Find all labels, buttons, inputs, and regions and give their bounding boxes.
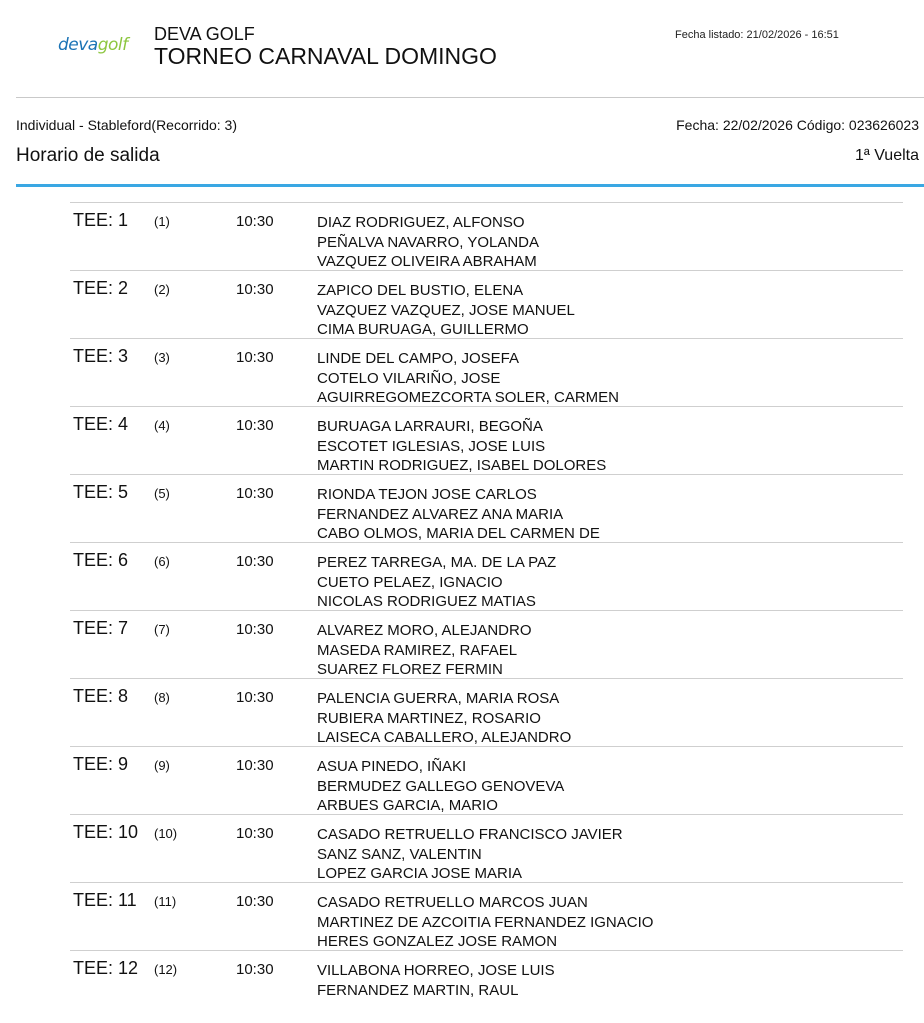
player-name: ZAPICO DEL BUSTIO, ELENA xyxy=(317,282,524,299)
tee-label: TEE: 7 xyxy=(73,618,129,638)
tee-label: TEE: 9 xyxy=(73,754,129,774)
tee-group-row xyxy=(70,611,903,679)
tee-order-number: (5) xyxy=(154,486,170,501)
section-title: Horario de salida xyxy=(16,145,160,166)
competition-format: Individual - Stableford(Recorrido: 3) xyxy=(16,117,237,133)
tee-group-row xyxy=(70,747,903,815)
tee-label: TEE: 11 xyxy=(73,890,137,910)
player-list xyxy=(317,961,555,1000)
player-list xyxy=(317,825,623,884)
player-name: RIONDA TEJON JOSE CARLOS xyxy=(317,486,537,503)
player-name: SANZ SANZ, VALENTIN xyxy=(317,845,482,863)
tee-order-number: (4) xyxy=(154,418,170,433)
player-name: PALENCIA GUERRA, MARIA ROSA xyxy=(317,690,560,707)
player-name: CABO OLMOS, MARIA DEL CARMEN DE xyxy=(317,525,600,542)
tee-order-number: (9) xyxy=(154,758,170,773)
player-name: VAZQUEZ OLIVEIRA ABRAHAM xyxy=(317,253,537,270)
player-name: PEÑALVA NAVARRO, YOLANDA xyxy=(317,233,540,251)
player-name: AGUIRREGOMEZCORTA SOLER, CARMEN xyxy=(317,389,619,406)
player-name: VAZQUEZ VAZQUEZ, JOSE MANUEL xyxy=(317,301,575,319)
tee-group-row xyxy=(70,271,903,339)
tee-label: TEE: 5 xyxy=(73,482,129,502)
player-name: ASUA PINEDO, IÑAKI xyxy=(317,758,467,775)
player-list xyxy=(317,349,619,408)
player-name: FERNANDEZ MARTIN, RAUL xyxy=(317,981,519,999)
report-header xyxy=(0,0,924,98)
player-name: LOPEZ GARCIA JOSE MARIA xyxy=(317,865,523,882)
player-name: COTELO VILARIÑO, JOSE xyxy=(317,369,501,387)
tee-time: 10:30 xyxy=(236,417,274,434)
tee-time: 10:30 xyxy=(236,485,274,502)
tee-label: TEE: 6 xyxy=(73,550,129,570)
player-list xyxy=(317,893,653,952)
tee-time: 10:30 xyxy=(236,893,274,910)
tee-order-number: (10) xyxy=(154,826,178,841)
tee-time: 10:30 xyxy=(236,349,274,366)
player-name: HERES GONZALEZ JOSE RAMON xyxy=(317,933,558,950)
header-divider xyxy=(16,97,924,98)
tournament-title: TORNEO CARNAVAL DOMINGO xyxy=(154,43,497,69)
tee-group-row xyxy=(70,679,903,747)
player-name: CIMA BURUAGA, GUILLERMO xyxy=(317,321,529,338)
tee-group-row xyxy=(70,815,903,883)
tee-order-number: (2) xyxy=(154,282,170,297)
tee-group-row xyxy=(70,883,903,951)
listing-date: Fecha listado: 21/02/2026 - 16:51 xyxy=(675,29,839,41)
tee-group-row xyxy=(70,407,903,475)
player-name: SUAREZ FLOREZ FERMIN xyxy=(317,661,503,678)
date-and-code: Fecha: 22/02/2026 Código: 023626023 xyxy=(676,117,919,133)
player-name: LAISECA CABALLERO, ALEJANDRO xyxy=(317,729,572,746)
player-list xyxy=(317,621,532,680)
player-name: MARTINEZ DE AZCOITIA FERNANDEZ IGNACIO xyxy=(317,913,654,931)
tee-group-row xyxy=(70,203,903,271)
tee-time: 10:30 xyxy=(236,213,274,230)
tee-time: 10:30 xyxy=(236,621,274,638)
player-list xyxy=(317,689,571,748)
player-name: BURUAGA LARRAURI, BEGOÑA xyxy=(317,418,543,435)
club-name: DEVA GOLF xyxy=(154,24,255,44)
player-list xyxy=(317,757,564,816)
player-list xyxy=(317,281,575,340)
player-name: CASADO RETRUELLO MARCOS JUAN xyxy=(317,894,588,911)
tee-label: TEE: 4 xyxy=(73,414,129,434)
tee-time: 10:30 xyxy=(236,757,274,774)
player-name: MASEDA RAMIREZ, RAFAEL xyxy=(317,641,518,659)
player-list xyxy=(317,485,600,544)
tee-order-number: (6) xyxy=(154,554,170,569)
tee-time: 10:30 xyxy=(236,553,274,570)
tee-label: TEE: 3 xyxy=(73,346,129,366)
player-name: NICOLAS RODRIGUEZ MATIAS xyxy=(317,593,536,610)
player-name: PEREZ TARREGA, MA. DE LA PAZ xyxy=(317,554,557,571)
tee-label: TEE: 12 xyxy=(73,958,139,978)
tee-group-row xyxy=(70,475,903,543)
player-list xyxy=(317,213,539,272)
player-name: CASADO RETRUELLO FRANCISCO JAVIER xyxy=(317,826,623,843)
player-name: DIAZ RODRIGUEZ, ALFONSO xyxy=(317,214,525,231)
tee-order-number: (8) xyxy=(154,690,170,705)
player-name: ALVAREZ MORO, ALEJANDRO xyxy=(317,622,532,639)
tee-time: 10:30 xyxy=(236,689,274,706)
tee-label: TEE: 10 xyxy=(73,822,139,842)
tee-group-row xyxy=(70,951,903,1019)
player-list xyxy=(317,553,556,612)
tee-time-list xyxy=(70,202,903,1019)
tee-order-number: (1) xyxy=(154,214,170,229)
player-name: BERMUDEZ GALLEGO GENOVEVA xyxy=(317,777,565,795)
tee-time: 10:30 xyxy=(236,281,274,298)
tee-time: 10:30 xyxy=(236,825,274,842)
tee-time: 10:30 xyxy=(236,961,274,978)
player-name: ESCOTET IGLESIAS, JOSE LUIS xyxy=(317,437,546,455)
tee-order-number: (7) xyxy=(154,622,170,637)
section-divider xyxy=(16,184,924,187)
round-label: 1ª Vuelta xyxy=(854,147,919,164)
player-name: FERNANDEZ ALVAREZ ANA MARIA xyxy=(317,505,564,523)
player-name: CUETO PELAEZ, IGNACIO xyxy=(317,573,503,591)
tee-label: TEE: 2 xyxy=(73,278,129,298)
player-name: MARTIN RODRIGUEZ, ISABEL DOLORES xyxy=(317,457,607,474)
player-name: RUBIERA MARTINEZ, ROSARIO xyxy=(317,709,541,727)
tee-group-row xyxy=(70,339,903,407)
tee-order-number: (12) xyxy=(154,962,178,977)
deva-golf-logo: devagolf xyxy=(58,35,128,55)
player-list xyxy=(317,417,606,476)
tee-group-row xyxy=(70,543,903,611)
tee-label: TEE: 8 xyxy=(73,686,129,706)
tee-order-number: (11) xyxy=(154,894,177,909)
player-name: ARBUES GARCIA, MARIO xyxy=(317,797,498,814)
player-name: LINDE DEL CAMPO, JOSEFA xyxy=(317,350,519,367)
player-name: VILLABONA HORREO, JOSE LUIS xyxy=(317,962,555,979)
tee-order-number: (3) xyxy=(154,350,170,365)
tee-label: TEE: 1 xyxy=(73,210,129,230)
